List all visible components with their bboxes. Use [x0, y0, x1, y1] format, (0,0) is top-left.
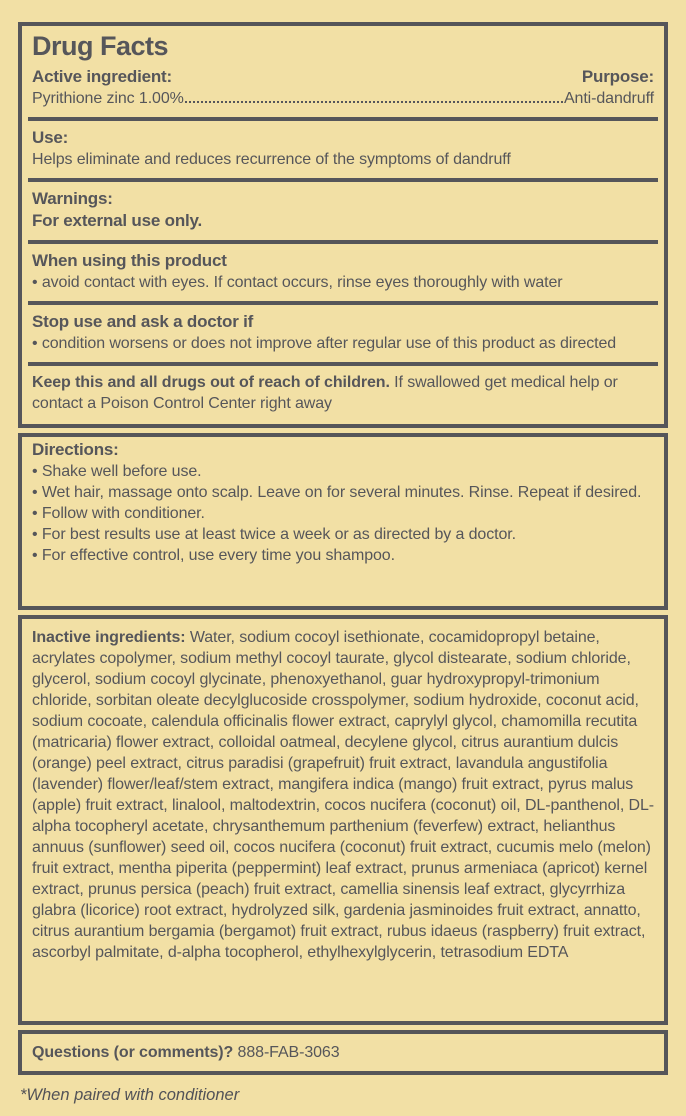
stop-use-section [32, 309, 654, 358]
section-divider [28, 240, 658, 244]
warnings-section [32, 186, 654, 236]
warnings-heading: Warnings: [32, 189, 113, 208]
directions-panel [18, 433, 668, 610]
inactive-ingredients-panel [18, 615, 668, 1025]
purpose-heading: Purpose: [581, 67, 654, 86]
questions-panel [18, 1030, 668, 1075]
main-panel [18, 22, 668, 428]
keep-out-of-reach-section [32, 370, 654, 418]
use-text: Helps eliminate and reduces recurrence of the symptoms of dandruff [32, 151, 511, 168]
stop-use-heading: Stop use and ask a doctor if [32, 312, 254, 331]
active-ingredient-name: Pyrithione zinc 1.00% [32, 90, 184, 107]
active-ingredient-row [32, 88, 654, 109]
questions-label: Questions (or comments)? [32, 1044, 234, 1061]
keep-out-text: If swallowed get medical help or contact a Poison Control Center right away [32, 374, 618, 412]
directions-item: • Shake well before use. [32, 463, 202, 480]
directions-item: • Follow with conditioner. [32, 505, 205, 522]
dotted-leader [185, 101, 563, 103]
use-section [32, 125, 654, 174]
active-ingredient-section [32, 64, 654, 113]
keep-out-bold-text: Keep this and all drugs out of reach of children. [32, 374, 390, 391]
footnote: *When paired with conditioner [20, 1086, 240, 1104]
inactive-ingredients-text: Water, sodium cocoyl isethionate, cocamidopropyl betaine, acrylates copolymer, sodium methyl cocoyl taurate, glycol distearate, sodium chloride, glycerol, sodium cocoyl glycinate, phenoxyethanol, guar hydroxypropyl-trimonium chloride, sorbitan oleate decylglucoside crosspolymer, sodium hydroxide, coconut acid, sodium cocoate, calendula officinalis flower extract, caprylyl glycol, chamomilla recutita (matricaria) flower extract, colloidal oatmeal, decylene glycol, citrus aurantium dulcis (orange) peel extract, citrus paradisi (grapefruit) fruit extract, lavandula angustifolia (lavender) flower/leaf/stem extract, mangifera indica (mango) fruit extract, pyrus malus (apple) fruit extract, linalool, maltodextrin, cocos nucifera (coconut) oil, DL-panthenol, DL-alpha tocopheryl acetate, chrysanthemum parthenium (feverfew) extract, helianthus annuus (sunflower) seed oil, cocos nucifera (coconut) fruit extract, cucumis melo (melon) fruit extract, mentha piperita (peppermint) leaf extract, prunus armeniaca (apricot) kernel extract, prunus persica (peach) fruit extract, camellia sinensis leaf extract, glycyrrhiza glabra (licorice) root extract, hydrolyzed silk, gardenia jasminoides fruit extract, annatto, citrus aurantium bergamia (bergamot) fruit extract, rubus idaeus (raspberry) fruit extract, ascorbyl palmitate, d-alpha tocopherol, ethylhexylglycerin, tetrasodium EDTA [32, 629, 655, 961]
purpose-value: Anti-dandruff [563, 90, 654, 107]
section-divider [28, 362, 658, 366]
when-using-item: • avoid contact with eyes. If contact occurs, rinse eyes thoroughly with water [32, 274, 563, 291]
drug-facts-title: Drug Facts [32, 31, 169, 61]
directions-item: • For best results use at least twice a week or as directed by a doctor. [32, 526, 516, 543]
section-divider [28, 178, 658, 182]
external-use-text: For external use only. [32, 211, 203, 230]
active-ingredient-heading: Active ingredient: [32, 67, 172, 86]
section-divider [28, 301, 658, 305]
stop-use-item: • condition worsens or does not improve after regular use of this product as directed [32, 335, 617, 352]
when-using-section [32, 248, 654, 297]
when-using-heading: When using this product [32, 251, 227, 270]
directions-heading: Directions: [32, 440, 119, 459]
use-heading: Use: [32, 128, 69, 147]
inactive-ingredients-label: Inactive ingredients: [32, 629, 186, 646]
section-divider [28, 117, 658, 121]
questions-phone: 888-FAB-3063 [237, 1044, 340, 1061]
directions-list [32, 461, 654, 566]
directions-item: • For effective control, use every time you shampoo. [32, 547, 395, 564]
directions-item: • Wet hair, massage onto scalp. Leave on for several minutes. Rinse. Repeat if desired. [32, 484, 642, 501]
